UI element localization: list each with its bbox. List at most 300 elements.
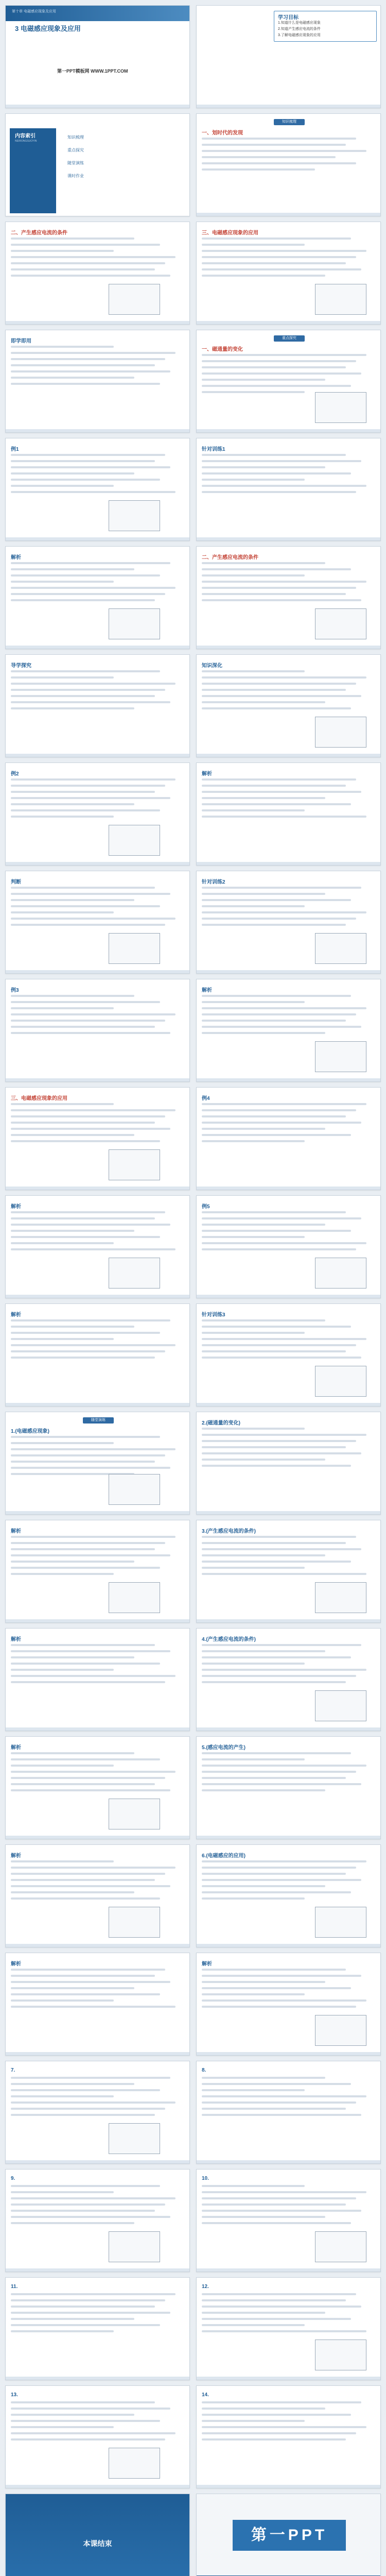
text-line	[202, 250, 366, 252]
slide-footer	[6, 1619, 189, 1622]
slide-row	[0, 438, 386, 541]
text-line	[11, 568, 134, 570]
text-line	[202, 2108, 346, 2110]
text-line	[202, 1446, 346, 1448]
text-line	[11, 2102, 176, 2104]
text-line	[11, 1771, 176, 1773]
content-slide[interactable]	[5, 979, 190, 1082]
text-line	[202, 2438, 346, 2441]
content-slide[interactable]	[5, 871, 190, 974]
text-line	[202, 1777, 346, 1779]
text-line	[11, 454, 165, 456]
text-line	[202, 568, 351, 570]
text-line	[202, 1860, 366, 1862]
text-line	[202, 1326, 351, 1328]
content-slide[interactable]	[5, 1736, 190, 1839]
content-slide[interactable]	[5, 1628, 190, 1731]
slide-footer	[197, 1511, 380, 1514]
slide-footer	[197, 213, 380, 216]
text-line	[202, 156, 336, 158]
text-line	[202, 354, 366, 356]
content-slide[interactable]	[5, 1087, 190, 1190]
slide-row	[0, 1195, 386, 1298]
text-line	[202, 244, 305, 246]
slide-footer	[197, 1403, 380, 1406]
figure-box	[315, 1258, 366, 1289]
text-line	[202, 797, 325, 799]
text-line	[202, 2095, 366, 2097]
content-slide[interactable]	[196, 1736, 381, 1839]
slide-title: 3 电磁感应现象及应用	[15, 25, 81, 32]
slide-row-1	[0, 5, 386, 108]
slide-footer	[197, 537, 380, 540]
text-line	[11, 1783, 155, 1785]
slide-footer	[6, 2052, 189, 2055]
figure-box	[315, 2340, 366, 2370]
content-slide[interactable]	[5, 2061, 190, 2164]
slide-row	[0, 1087, 386, 1190]
section-tag: 随堂演练	[83, 1417, 114, 1423]
text-line	[11, 670, 160, 672]
slide-label: 4.(产生感应电流的条件)	[202, 1637, 256, 1642]
text-line	[202, 1344, 356, 1346]
text-line	[11, 1765, 114, 1767]
text-line	[11, 472, 134, 474]
text-line	[11, 2216, 170, 2218]
ppt-logo: 第一PPT	[233, 2520, 346, 2551]
end-slide[interactable]	[5, 2494, 190, 2576]
slide-footer	[6, 2160, 189, 2163]
text-line	[11, 1752, 134, 1754]
content-slide[interactable]	[196, 1412, 381, 1515]
text-line	[11, 2210, 155, 2212]
slide-row	[0, 2061, 386, 2164]
text-line	[202, 1536, 356, 1538]
slide-label: 解析	[11, 1204, 21, 1210]
content-slide[interactable]	[196, 979, 381, 1082]
slide-row	[0, 2385, 386, 2488]
slide-row	[0, 1303, 386, 1406]
text-line	[202, 144, 346, 146]
slide-toc[interactable]	[5, 113, 190, 216]
text-line	[202, 1140, 305, 1142]
text-line	[11, 1867, 176, 1869]
text-line	[11, 676, 114, 679]
text-line	[202, 816, 366, 818]
text-line	[202, 2185, 305, 2187]
text-line	[202, 268, 361, 270]
slide-footer	[197, 1944, 380, 1947]
text-line	[11, 689, 165, 691]
slide-footer	[197, 429, 380, 432]
text-line	[11, 785, 165, 787]
slide-footer	[197, 2377, 380, 2380]
content-slide[interactable]	[196, 1087, 381, 1190]
text-line	[202, 2414, 351, 2416]
content-slide[interactable]	[5, 654, 190, 757]
content-slide[interactable]	[196, 438, 381, 541]
slide-footer	[197, 1078, 380, 1081]
text-line	[202, 2083, 351, 2085]
section-tag: 知识梳理	[274, 119, 305, 125]
slide-footer	[6, 1727, 189, 1731]
text-line	[11, 695, 155, 697]
text-line	[11, 918, 176, 920]
text-line	[11, 2114, 155, 2116]
slide-label: 二、产生感应电流的条件	[202, 555, 258, 561]
text-line	[11, 1573, 114, 1575]
slide-label: 二、产生感应电流的条件	[11, 230, 67, 236]
text-line	[11, 1109, 176, 1111]
content-slide[interactable]	[5, 2385, 190, 2488]
text-line	[11, 1644, 155, 1646]
content-slide[interactable]	[5, 762, 190, 866]
text-line	[11, 1548, 155, 1550]
text-line	[11, 1675, 176, 1677]
slide-footer	[197, 1727, 380, 1731]
content-slide[interactable]	[196, 2277, 381, 2380]
text-line	[11, 2204, 165, 2206]
text-line	[11, 1885, 170, 1887]
slide-label: 7.	[11, 2067, 15, 2073]
text-line	[11, 2414, 134, 2416]
text-line	[11, 2197, 176, 2199]
text-line	[202, 1428, 305, 1430]
text-line	[202, 689, 346, 691]
text-line	[202, 2420, 305, 2422]
text-line	[202, 466, 325, 468]
text-line	[202, 360, 356, 362]
text-line	[202, 1230, 351, 1232]
text-line	[11, 1879, 155, 1881]
figure-box	[315, 608, 366, 639]
text-line	[202, 809, 305, 811]
figure-box	[109, 1258, 160, 1289]
text-line	[11, 1128, 170, 1130]
content-slide[interactable]	[196, 1303, 381, 1406]
text-line	[11, 924, 165, 926]
text-line	[202, 1789, 325, 1791]
text-line	[202, 1897, 305, 1900]
text-line	[202, 472, 351, 474]
figure-box	[109, 608, 160, 639]
text-line	[11, 1007, 114, 1009]
toc-item-3[interactable]: 随堂演练	[67, 161, 84, 165]
text-line	[202, 1542, 346, 1544]
text-line	[11, 1554, 170, 1556]
slide-label: 解析	[11, 1637, 21, 1642]
text-line	[11, 2006, 176, 2008]
end-text: 本课结束	[83, 2539, 112, 2548]
text-line	[202, 1211, 346, 1213]
slide-footer	[197, 1836, 380, 1839]
text-line	[11, 1122, 155, 1124]
text-line	[202, 162, 356, 164]
text-line	[11, 803, 134, 805]
text-line	[202, 1459, 325, 1461]
text-line	[11, 2324, 160, 2326]
slide-label: 即学即用	[11, 338, 31, 344]
toc-item-4[interactable]: 课时作业	[67, 174, 84, 178]
content-slide[interactable]	[5, 2169, 190, 2272]
text-line	[11, 2408, 170, 2410]
text-line	[202, 1669, 366, 1671]
text-line	[11, 1448, 176, 1450]
text-line	[202, 2216, 325, 2218]
text-line	[11, 358, 165, 360]
content-slide[interactable]	[5, 330, 190, 433]
toc-item-2[interactable]: 重点探究	[67, 148, 84, 152]
text-line	[202, 1103, 366, 1105]
slide-footer	[6, 862, 189, 865]
text-line	[202, 2197, 356, 2199]
text-line	[202, 670, 305, 672]
text-line	[202, 2089, 305, 2091]
text-line	[11, 581, 114, 583]
text-line	[11, 1993, 160, 1995]
site-label: 第一PPT模板网 WWW.1PPT.COM	[57, 69, 128, 74]
text-line	[202, 2324, 305, 2326]
text-line	[11, 2077, 170, 2079]
text-line	[202, 1879, 361, 1881]
slide-goals[interactable]	[196, 5, 381, 108]
text-line	[202, 1771, 356, 1773]
content-slide[interactable]	[5, 1953, 190, 2056]
slide-4[interactable]	[196, 113, 381, 216]
title-slide[interactable]	[5, 5, 190, 108]
text-line	[202, 1644, 361, 1646]
text-line	[11, 1969, 165, 1971]
content-slide[interactable]	[5, 1520, 190, 1623]
text-line	[202, 683, 356, 685]
content-slide[interactable]	[5, 438, 190, 541]
content-slide[interactable]	[196, 762, 381, 866]
text-line	[11, 383, 160, 385]
figure-box	[109, 2123, 160, 2154]
text-line	[202, 275, 325, 277]
content-slide[interactable]	[196, 654, 381, 757]
goal-item-2: 2.知道产生感应电流的条件	[278, 27, 321, 31]
content-slide[interactable]	[196, 1953, 381, 2056]
content-slide[interactable]	[196, 1844, 381, 1947]
text-line	[11, 2401, 155, 2403]
text-line	[202, 138, 356, 140]
content-slide[interactable]	[196, 546, 381, 649]
text-line	[202, 1975, 361, 1977]
text-line	[202, 676, 366, 679]
content-slide[interactable]	[5, 222, 190, 325]
text-line	[11, 250, 114, 252]
text-line	[11, 1344, 176, 1346]
text-line	[11, 1681, 165, 1683]
slide-footer	[197, 646, 380, 649]
text-line	[202, 1242, 366, 1244]
slide-footer	[197, 2160, 380, 2163]
text-line	[202, 1434, 366, 1436]
text-line	[11, 256, 176, 258]
content-slide[interactable]	[5, 2277, 190, 2380]
text-line	[11, 1436, 160, 1438]
text-line	[202, 2408, 325, 2410]
figure-box	[109, 933, 160, 964]
content-slide[interactable]	[196, 330, 381, 433]
content-slide[interactable]	[196, 1520, 381, 1623]
slide-row	[0, 979, 386, 1082]
slide-label: 知识深化	[202, 663, 222, 669]
ppt-promo-slide[interactable]	[196, 2494, 381, 2576]
slide-footer	[6, 429, 189, 432]
content-slide[interactable]	[5, 1303, 190, 1406]
figure-box	[315, 2231, 366, 2262]
content-slide[interactable]	[196, 2169, 381, 2272]
text-line	[11, 1536, 176, 1538]
goal-item-1: 1.知道什么是电磁感应现象	[278, 21, 321, 25]
text-line	[202, 1783, 361, 1785]
slide-footer	[6, 1187, 189, 1190]
figure-box	[315, 1041, 366, 1072]
text-line	[11, 244, 160, 246]
text-line	[202, 918, 356, 920]
toc-item-1[interactable]: 知识梳理	[67, 135, 84, 140]
text-line	[202, 2114, 361, 2116]
text-line	[11, 2299, 165, 2301]
content-slide[interactable]	[5, 1412, 190, 1515]
text-line	[202, 905, 305, 907]
text-line	[11, 887, 155, 889]
text-line	[202, 485, 366, 487]
content-slide[interactable]	[196, 1195, 381, 1298]
text-line	[202, 1758, 305, 1760]
text-line	[11, 1115, 165, 1117]
text-line	[202, 1248, 356, 1250]
text-line	[11, 701, 170, 703]
text-line	[11, 466, 170, 468]
text-line	[11, 352, 176, 354]
text-line	[202, 1001, 305, 1003]
text-line	[202, 1013, 356, 1015]
content-slide[interactable]	[5, 1195, 190, 1298]
text-line	[202, 1236, 305, 1238]
text-line	[11, 1248, 176, 1250]
text-line	[11, 2432, 176, 2434]
slide-label: 例1	[11, 447, 19, 452]
text-line	[11, 1230, 134, 1232]
text-line	[202, 785, 346, 787]
text-line	[202, 2077, 325, 2079]
text-line	[11, 1236, 160, 1238]
text-line	[11, 2318, 134, 2320]
slide-label: 例4	[202, 1096, 210, 1101]
text-line	[11, 346, 114, 348]
text-line	[11, 1663, 160, 1665]
content-slide[interactable]	[196, 2385, 381, 2488]
text-line	[202, 479, 305, 481]
text-line	[202, 2330, 366, 2332]
text-line	[11, 791, 155, 793]
content-slide[interactable]	[196, 2061, 381, 2164]
slide-label: 3.(产生感应电流的条件)	[202, 1529, 256, 1534]
text-line	[202, 887, 361, 889]
text-line	[202, 2222, 351, 2224]
text-line	[202, 1134, 351, 1136]
text-line	[11, 262, 165, 264]
slide-row	[0, 330, 386, 433]
text-line	[11, 238, 134, 240]
text-line	[202, 1440, 356, 1442]
content-slide[interactable]	[196, 871, 381, 974]
slide-label: 解析	[11, 555, 21, 561]
text-line	[202, 2426, 366, 2428]
slide-footer	[6, 646, 189, 649]
text-line	[202, 1032, 325, 1034]
figure-box	[109, 825, 160, 856]
text-line	[11, 562, 170, 564]
slide-footer	[6, 1836, 189, 1839]
slide-label: 例5	[202, 1204, 210, 1210]
text-line	[202, 791, 361, 793]
text-line	[202, 1115, 346, 1117]
text-line	[11, 1897, 160, 1900]
text-line	[11, 370, 170, 372]
slide-footer	[6, 970, 189, 973]
text-line	[11, 1332, 160, 1334]
slide-label: 5.(感应电流的产生)	[202, 1745, 245, 1751]
text-line	[202, 1969, 346, 1971]
slide-footer	[197, 321, 380, 324]
text-line	[202, 1885, 325, 1887]
text-line	[11, 1032, 170, 1034]
slide-footer	[197, 2268, 380, 2272]
text-line	[202, 1452, 361, 1454]
text-line	[202, 1567, 305, 1569]
text-line	[11, 1873, 165, 1875]
content-slide[interactable]	[196, 222, 381, 325]
text-line	[11, 2438, 165, 2441]
text-line	[11, 1020, 165, 1022]
slide-label: 13.	[11, 2392, 18, 2398]
text-line	[11, 593, 165, 595]
text-line	[11, 1461, 155, 1463]
text-line	[202, 1993, 305, 1995]
text-line	[11, 599, 155, 601]
text-line	[202, 1681, 346, 1683]
slide-footer	[6, 1295, 189, 1298]
text-line	[202, 1650, 325, 1652]
text-line	[202, 1217, 361, 1219]
text-line	[202, 911, 366, 913]
text-line	[11, 1975, 155, 1977]
slide-row	[0, 1412, 386, 1515]
text-line	[11, 1357, 155, 1359]
text-line	[202, 2312, 325, 2314]
content-slide[interactable]	[196, 1628, 381, 1731]
text-line	[202, 2432, 356, 2434]
text-line	[11, 1542, 165, 1544]
text-line	[11, 1338, 114, 1340]
text-line	[11, 893, 170, 895]
slide-label: 12.	[202, 2284, 209, 2290]
figure-box	[109, 284, 160, 315]
text-line	[202, 2318, 351, 2320]
text-line	[11, 2083, 134, 2085]
content-slide[interactable]	[5, 546, 190, 649]
text-line	[202, 899, 351, 901]
text-line	[11, 2312, 170, 2314]
text-line	[202, 581, 366, 583]
figure-box	[109, 1582, 160, 1613]
content-slide[interactable]	[5, 1844, 190, 1947]
text-line	[11, 683, 176, 685]
